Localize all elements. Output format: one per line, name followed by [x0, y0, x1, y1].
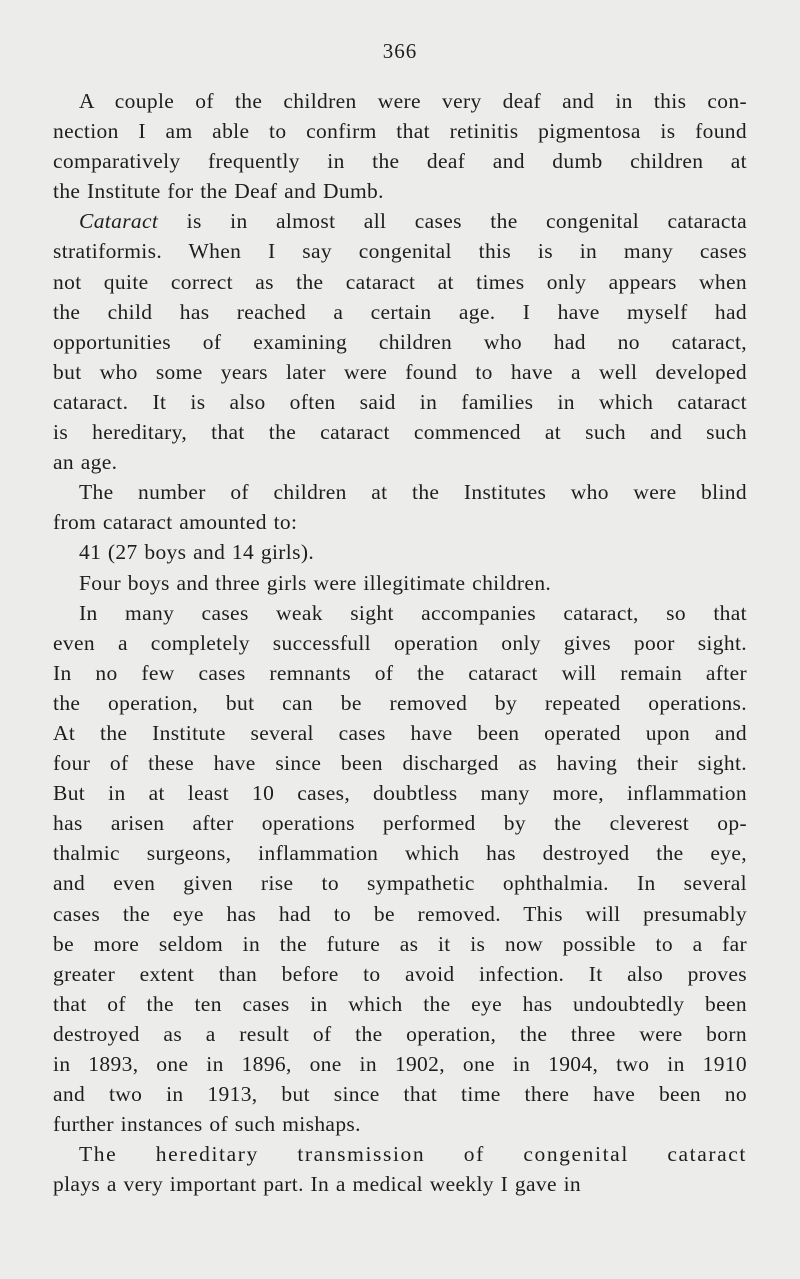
line-text: is in almost all cases the congenital cataracta: [158, 209, 747, 234]
text-line: Four boys and three girls were illegitimate children.: [79, 570, 552, 595]
text-line: The hereditary transmission of congenital cataract: [79, 1142, 747, 1167]
text-line: not quite correct as the cataract at times only appears when: [53, 269, 747, 294]
text-line: cases the eye has had to be removed. This will presumably: [53, 901, 747, 926]
text-line: an age.: [53, 450, 118, 475]
italic-term: Cataract: [79, 209, 159, 234]
text-line: thalmic surgeons, inflammation which has destroyed the eye,: [53, 841, 747, 866]
paragraph: [53, 537, 747, 567]
text-line: [53, 206, 747, 236]
paragraph: [53, 477, 747, 537]
text-line: the child has reached a certain age. I have myself had: [53, 299, 747, 324]
text-line: and two in 1913, but since that time there have been no: [53, 1082, 747, 1107]
text-line: even a completely successfull operation only gives poor sight.: [53, 630, 747, 655]
text-line: In many cases weak sight accompanies cataract, so that: [79, 600, 747, 625]
paragraph: [53, 206, 747, 477]
text-line: has arisen after operations performed by the cleverest op-: [53, 811, 747, 836]
text-line: 41 (27 boys and 14 girls).: [79, 540, 315, 565]
text-line: greater extent than before to avoid infection. It also proves: [53, 961, 747, 986]
text-line: the Institute for the Deaf and Dumb.: [53, 179, 384, 204]
body-text: [53, 86, 747, 1199]
paragraph: [53, 568, 747, 598]
text-line: in 1893, one in 1896, one in 1902, one in 1904, two in 1910: [53, 1052, 747, 1076]
paragraph: [53, 1139, 747, 1199]
text-line: the operation, but can be removed by repeated operations.: [53, 690, 747, 715]
text-line: plays a very important part. In a medical weekly I gave in: [53, 1172, 582, 1197]
text-line: from cataract amounted to:: [53, 510, 298, 535]
page-number: 366: [382, 39, 418, 63]
text-line: destroyed as a result of the operation, the three were born: [53, 1021, 747, 1046]
paragraph: [53, 86, 747, 206]
text-line: The number of children at the Institutes who were blind: [79, 480, 747, 505]
text-line: that of the ten cases in which the eye has undoubtedly been: [53, 991, 747, 1016]
text-line: But in at least 10 cases, doubtless many more, inflammation: [53, 781, 747, 806]
text-line: comparatively frequently in the deaf and dumb children at: [53, 149, 747, 174]
paragraph: [53, 598, 747, 1140]
text-line: In no few cases remnants of the cataract will remain after: [53, 660, 747, 685]
text-line: but who some years later were found to have a well developed: [53, 359, 747, 384]
text-line: is hereditary, that the cataract commenced at such and such: [53, 420, 747, 445]
text-line: further instances of such mishaps.: [53, 1112, 361, 1137]
text-line: opportunities of examining children who had no cataract,: [53, 329, 747, 354]
text-line: A couple of the children were very deaf and in this con-: [79, 89, 747, 113]
text-line: be more seldom in the future as it is now possible to a far: [53, 931, 747, 956]
text-line: four of these have since been discharged as having their sight.: [53, 751, 747, 776]
text-line: stratiformis. When I say congenital this is in many cases: [53, 239, 747, 264]
text-line: cataract. It is also often said in families in which cataract: [53, 389, 747, 414]
text-line: and even given rise to sympathetic ophthalmia. In several: [53, 871, 747, 896]
text-line: nection I am able to confirm that retinitis pigmentosa is found: [53, 119, 747, 144]
text-line: At the Institute several cases have been operated upon and: [53, 720, 747, 745]
